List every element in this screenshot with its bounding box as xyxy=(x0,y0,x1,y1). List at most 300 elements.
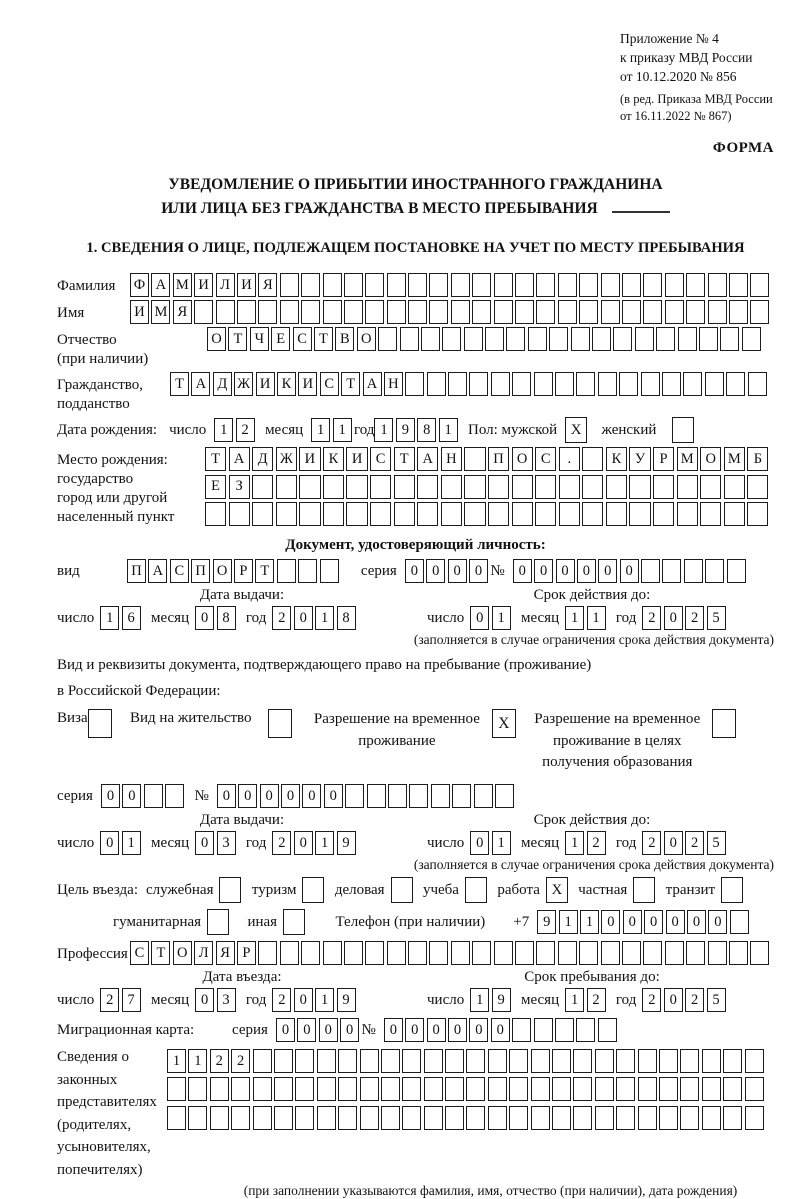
citizenship-field-cell[interactable]: И xyxy=(298,372,317,396)
representatives-line2-cell[interactable] xyxy=(295,1077,314,1101)
representatives-line1-cell[interactable] xyxy=(531,1049,550,1073)
mc-number-field-cell[interactable] xyxy=(576,1018,595,1042)
birth-year-field-cell[interactable]: 8 xyxy=(417,418,436,442)
birth-place-line2-cell[interactable] xyxy=(724,475,745,499)
res-series-field-cell[interactable] xyxy=(144,784,163,808)
representatives-line1-cell[interactable] xyxy=(552,1049,571,1073)
birth-place-line2-cell[interactable] xyxy=(582,475,603,499)
profession-field-cell[interactable] xyxy=(429,941,448,965)
phone-field-cell[interactable]: 1 xyxy=(580,910,599,934)
res-number-field-cell[interactable] xyxy=(431,784,450,808)
patronymic-field-cell[interactable]: В xyxy=(335,327,354,351)
given-name-field-cell[interactable] xyxy=(216,300,235,324)
profession-field-cell[interactable] xyxy=(708,941,727,965)
given-name-field-cell[interactable] xyxy=(323,300,342,324)
birth-place-line1-cell[interactable]: И xyxy=(299,447,320,471)
given-name-field-cell[interactable] xyxy=(258,300,277,324)
surname-field-cell[interactable] xyxy=(429,273,448,297)
birth-place-line1-cell[interactable]: О xyxy=(700,447,721,471)
representatives-line2-cell[interactable] xyxy=(317,1077,336,1101)
representatives-line3-cell[interactable] xyxy=(167,1106,186,1130)
representatives-line1-cell[interactable] xyxy=(360,1049,379,1073)
birth-place-line3-cell[interactable] xyxy=(394,502,415,526)
birth-place-line1-cell[interactable]: С xyxy=(535,447,556,471)
patronymic-field-cell[interactable] xyxy=(464,327,483,351)
given-name-field-cell[interactable] xyxy=(344,300,363,324)
given-name-field-cell[interactable] xyxy=(408,300,427,324)
representatives-line3-cell[interactable] xyxy=(360,1106,379,1130)
representatives-line1-cell[interactable] xyxy=(338,1049,357,1073)
profession-field-cell[interactable]: Р xyxy=(237,941,256,965)
birth-place-line1-cell[interactable] xyxy=(582,447,603,471)
surname-field-cell[interactable] xyxy=(643,273,662,297)
phone-field-cell[interactable]: 0 xyxy=(623,910,642,934)
surname-field-cell[interactable] xyxy=(686,273,705,297)
phone-field-cell[interactable]: 0 xyxy=(687,910,706,934)
surname-field-cell[interactable]: Я xyxy=(258,273,277,297)
profession-field-cell[interactable] xyxy=(494,941,513,965)
representatives-line1-cell[interactable]: 2 xyxy=(210,1049,229,1073)
doc-series-field-cell[interactable]: 0 xyxy=(469,559,488,583)
patronymic-field-cell[interactable] xyxy=(635,327,654,351)
representatives-line1-cell[interactable] xyxy=(445,1049,464,1073)
representatives-line2-cell[interactable] xyxy=(231,1077,250,1101)
birth-place-line1-cell[interactable]: . xyxy=(559,447,580,471)
representatives-line3-cell[interactable] xyxy=(616,1106,635,1130)
birth-place-line3-cell[interactable] xyxy=(488,502,509,526)
profession-field-cell[interactable] xyxy=(579,941,598,965)
given-name-field-cell[interactable] xyxy=(729,300,748,324)
representatives-line1-cell[interactable] xyxy=(509,1049,528,1073)
res-number-field-cell[interactable] xyxy=(452,784,471,808)
representatives-line3-cell[interactable] xyxy=(445,1106,464,1130)
res-issue-month-cell[interactable]: 3 xyxy=(217,831,236,855)
stay-day-cell[interactable]: 1 xyxy=(470,988,489,1012)
res-issue-day-cell[interactable]: 1 xyxy=(122,831,141,855)
identity-valid-year-cell[interactable]: 2 xyxy=(685,606,704,630)
birth-place-line1-cell[interactable]: К xyxy=(323,447,344,471)
birth-place-line1-cell[interactable]: О xyxy=(512,447,533,471)
edu-permit-checkbox-cell[interactable] xyxy=(712,709,736,738)
given-name-field-cell[interactable] xyxy=(601,300,620,324)
given-name-field-cell[interactable] xyxy=(686,300,705,324)
birth-place-line3-cell[interactable] xyxy=(606,502,627,526)
res-issue-day-cell[interactable]: 0 xyxy=(100,831,119,855)
res-number-field-cell[interactable] xyxy=(367,784,386,808)
res-issue-year-cell[interactable]: 1 xyxy=(315,831,334,855)
given-name-field-cell[interactable] xyxy=(451,300,470,324)
res-valid-month-cell[interactable]: 2 xyxy=(587,831,606,855)
birth-place-line1-cell[interactable]: М xyxy=(724,447,745,471)
mc-number-field-cell[interactable] xyxy=(512,1018,531,1042)
birth-place-line1-cell[interactable]: М xyxy=(677,447,698,471)
citizenship-field-cell[interactable] xyxy=(448,372,467,396)
mc-number-field-cell[interactable]: 0 xyxy=(491,1018,510,1042)
doc-kind-field-cell[interactable] xyxy=(320,559,339,583)
birth-place-line2-cell[interactable] xyxy=(441,475,462,499)
doc-number-field-cell[interactable]: 0 xyxy=(598,559,617,583)
representatives-line1-cell[interactable] xyxy=(424,1049,443,1073)
birth-place-line2-cell[interactable] xyxy=(488,475,509,499)
phone-field-cell[interactable]: 9 xyxy=(537,910,556,934)
citizenship-field-cell[interactable] xyxy=(534,372,553,396)
patronymic-field-cell[interactable] xyxy=(720,327,739,351)
representatives-line1-cell[interactable]: 1 xyxy=(167,1049,186,1073)
phone-field-cell[interactable]: 0 xyxy=(708,910,727,934)
birth-place-line3-cell[interactable] xyxy=(724,502,745,526)
given-name-field-cell[interactable] xyxy=(194,300,213,324)
given-name-field-cell[interactable] xyxy=(622,300,641,324)
stay-day-cell[interactable]: 9 xyxy=(492,988,511,1012)
identity-issue-day-cell[interactable]: 6 xyxy=(122,606,141,630)
surname-field-cell[interactable]: И xyxy=(237,273,256,297)
patronymic-field-cell[interactable] xyxy=(421,327,440,351)
citizenship-field-cell[interactable]: К xyxy=(277,372,296,396)
birth-place-line3-cell[interactable] xyxy=(582,502,603,526)
surname-field-cell[interactable] xyxy=(301,273,320,297)
representatives-line3-cell[interactable] xyxy=(253,1106,272,1130)
stay-month-cell[interactable]: 2 xyxy=(587,988,606,1012)
patronymic-field-cell[interactable] xyxy=(549,327,568,351)
humanitarian-checkbox-cell[interactable] xyxy=(207,909,229,935)
res-number-field-cell[interactable] xyxy=(345,784,364,808)
phone-field-cell[interactable]: 0 xyxy=(666,910,685,934)
identity-valid-month-cell[interactable]: 1 xyxy=(587,606,606,630)
given-name-field-cell[interactable]: М xyxy=(151,300,170,324)
representatives-line3-cell[interactable] xyxy=(488,1106,507,1130)
res-valid-day-cell[interactable]: 0 xyxy=(470,831,489,855)
surname-field-cell[interactable] xyxy=(472,273,491,297)
identity-valid-month-cell[interactable]: 1 xyxy=(565,606,584,630)
representatives-line2-cell[interactable] xyxy=(445,1077,464,1101)
representatives-line3-cell[interactable] xyxy=(745,1106,764,1130)
surname-field-cell[interactable]: М xyxy=(173,273,192,297)
birth-place-line2-cell[interactable] xyxy=(323,475,344,499)
res-number-field-cell[interactable] xyxy=(474,784,493,808)
birth-place-line1-cell[interactable]: С xyxy=(370,447,391,471)
stay-year-cell[interactable]: 0 xyxy=(664,988,683,1012)
res-number-field-cell[interactable]: 0 xyxy=(281,784,300,808)
res-valid-month-cell[interactable]: 1 xyxy=(565,831,584,855)
representatives-line2-cell[interactable] xyxy=(573,1077,592,1101)
identity-issue-year-cell[interactable]: 8 xyxy=(337,606,356,630)
res-issue-year-cell[interactable]: 2 xyxy=(272,831,291,855)
representatives-line2-cell[interactable] xyxy=(702,1077,721,1101)
representatives-line2-cell[interactable] xyxy=(381,1077,400,1101)
res-valid-year-cell[interactable]: 0 xyxy=(664,831,683,855)
birth-place-line1-cell[interactable]: Ж xyxy=(276,447,297,471)
birth-place-line2-cell[interactable] xyxy=(252,475,273,499)
given-name-field-cell[interactable] xyxy=(579,300,598,324)
profession-field-cell[interactable] xyxy=(622,941,641,965)
surname-field-cell[interactable] xyxy=(665,273,684,297)
representatives-line1-cell[interactable] xyxy=(659,1049,678,1073)
representatives-line1-cell[interactable] xyxy=(274,1049,293,1073)
birth-day-field-cell[interactable]: 2 xyxy=(236,418,255,442)
representatives-line1-cell[interactable] xyxy=(253,1049,272,1073)
surname-field-cell[interactable] xyxy=(408,273,427,297)
representatives-line2-cell[interactable] xyxy=(424,1077,443,1101)
mc-number-field-cell[interactable]: 0 xyxy=(427,1018,446,1042)
patronymic-field-cell[interactable]: Т xyxy=(314,327,333,351)
representatives-line3-cell[interactable] xyxy=(381,1106,400,1130)
birth-place-line2-cell[interactable] xyxy=(606,475,627,499)
representatives-line3-cell[interactable] xyxy=(531,1106,550,1130)
representatives-line1-cell[interactable] xyxy=(466,1049,485,1073)
mc-number-field-cell[interactable] xyxy=(555,1018,574,1042)
birth-place-line1-cell[interactable] xyxy=(464,447,485,471)
birth-place-line1-cell[interactable]: И xyxy=(346,447,367,471)
patronymic-field-cell[interactable] xyxy=(485,327,504,351)
citizenship-field-cell[interactable]: Н xyxy=(384,372,403,396)
birth-place-line3-cell[interactable] xyxy=(535,502,556,526)
given-name-field-cell[interactable] xyxy=(472,300,491,324)
doc-kind-field-cell[interactable] xyxy=(277,559,296,583)
given-name-field-cell[interactable] xyxy=(665,300,684,324)
representatives-line3-cell[interactable] xyxy=(210,1106,229,1130)
birth-place-line2-cell[interactable] xyxy=(700,475,721,499)
female-checkbox-cell[interactable] xyxy=(672,417,694,443)
profession-field-cell[interactable] xyxy=(643,941,662,965)
representatives-line2-cell[interactable] xyxy=(188,1077,207,1101)
res-number-field-cell[interactable] xyxy=(495,784,514,808)
representatives-line3-cell[interactable] xyxy=(402,1106,421,1130)
entry-month-cell[interactable]: 0 xyxy=(195,988,214,1012)
given-name-field-cell[interactable]: Я xyxy=(173,300,192,324)
representatives-line2-cell[interactable] xyxy=(509,1077,528,1101)
profession-field-cell[interactable] xyxy=(601,941,620,965)
mc-series-field-cell[interactable]: 0 xyxy=(319,1018,338,1042)
patronymic-field-cell[interactable]: О xyxy=(207,327,226,351)
birth-place-line3-cell[interactable] xyxy=(559,502,580,526)
patronymic-field-cell[interactable] xyxy=(656,327,675,351)
birth-place-line1-cell[interactable]: П xyxy=(488,447,509,471)
mc-number-field-cell[interactable]: 0 xyxy=(448,1018,467,1042)
doc-number-field-cell[interactable] xyxy=(705,559,724,583)
given-name-field-cell[interactable] xyxy=(494,300,513,324)
mc-series-field-cell[interactable]: 0 xyxy=(340,1018,359,1042)
entry-year-cell[interactable]: 9 xyxy=(337,988,356,1012)
representatives-line3-cell[interactable] xyxy=(188,1106,207,1130)
business-checkbox-cell[interactable] xyxy=(391,877,413,903)
profession-field-cell[interactable]: Т xyxy=(151,941,170,965)
birth-place-line3-cell[interactable] xyxy=(512,502,533,526)
representatives-line1-cell[interactable] xyxy=(595,1049,614,1073)
mc-series-field-cell[interactable]: 0 xyxy=(276,1018,295,1042)
representatives-line3-cell[interactable] xyxy=(552,1106,571,1130)
birth-place-line2-cell[interactable] xyxy=(276,475,297,499)
birth-place-line2-cell[interactable]: З xyxy=(229,475,250,499)
citizenship-field-cell[interactable]: Ж xyxy=(234,372,253,396)
patronymic-field-cell[interactable] xyxy=(506,327,525,351)
surname-field-cell[interactable] xyxy=(365,273,384,297)
citizenship-field-cell[interactable] xyxy=(512,372,531,396)
mc-number-field-cell[interactable]: 0 xyxy=(384,1018,403,1042)
representatives-line1-cell[interactable] xyxy=(573,1049,592,1073)
identity-issue-year-cell[interactable]: 0 xyxy=(294,606,313,630)
birth-place-line3-cell[interactable] xyxy=(323,502,344,526)
doc-series-field-cell[interactable]: 0 xyxy=(448,559,467,583)
entry-month-cell[interactable]: 3 xyxy=(217,988,236,1012)
representatives-line2-cell[interactable] xyxy=(723,1077,742,1101)
representatives-line1-cell[interactable] xyxy=(317,1049,336,1073)
citizenship-field-cell[interactable] xyxy=(705,372,724,396)
representatives-line1-cell[interactable] xyxy=(702,1049,721,1073)
representatives-line1-cell[interactable]: 2 xyxy=(231,1049,250,1073)
profession-field-cell[interactable] xyxy=(558,941,577,965)
representatives-line2-cell[interactable] xyxy=(274,1077,293,1101)
res-number-field-cell[interactable]: 0 xyxy=(324,784,343,808)
birth-month-field-cell[interactable]: 1 xyxy=(333,418,352,442)
official-checkbox-cell[interactable] xyxy=(219,877,241,903)
representatives-line1-cell[interactable] xyxy=(295,1049,314,1073)
mc-number-field-cell[interactable]: 0 xyxy=(469,1018,488,1042)
temp-permit-checkbox-cell[interactable]: X xyxy=(492,709,516,738)
doc-series-field-cell[interactable]: 0 xyxy=(426,559,445,583)
res-issue-year-cell[interactable]: 0 xyxy=(294,831,313,855)
citizenship-field-cell[interactable] xyxy=(748,372,767,396)
birth-place-line2-cell[interactable] xyxy=(653,475,674,499)
birth-place-line3-cell[interactable] xyxy=(346,502,367,526)
given-name-field-cell[interactable] xyxy=(429,300,448,324)
res-number-field-cell[interactable]: 0 xyxy=(260,784,279,808)
representatives-line3-cell[interactable] xyxy=(466,1106,485,1130)
birth-place-line3-cell[interactable] xyxy=(417,502,438,526)
given-name-field-cell[interactable] xyxy=(708,300,727,324)
identity-valid-day-cell[interactable]: 0 xyxy=(470,606,489,630)
representatives-line2-cell[interactable] xyxy=(595,1077,614,1101)
birth-place-line2-cell[interactable] xyxy=(370,475,391,499)
doc-kind-field-cell[interactable]: Т xyxy=(255,559,274,583)
profession-field-cell[interactable] xyxy=(686,941,705,965)
doc-kind-field-cell[interactable] xyxy=(298,559,317,583)
representatives-line2-cell[interactable] xyxy=(360,1077,379,1101)
representatives-line3-cell[interactable] xyxy=(638,1106,657,1130)
patronymic-field-cell[interactable] xyxy=(571,327,590,351)
citizenship-field-cell[interactable] xyxy=(641,372,660,396)
given-name-field-cell[interactable] xyxy=(280,300,299,324)
profession-field-cell[interactable] xyxy=(301,941,320,965)
study-checkbox-cell[interactable] xyxy=(465,877,487,903)
representatives-line2-cell[interactable] xyxy=(338,1077,357,1101)
representatives-line3-cell[interactable] xyxy=(595,1106,614,1130)
surname-field-cell[interactable] xyxy=(750,273,769,297)
doc-number-field-cell[interactable]: 0 xyxy=(620,559,639,583)
profession-field-cell[interactable]: Я xyxy=(216,941,235,965)
work-checkbox-cell[interactable]: X xyxy=(546,877,568,903)
birth-place-line2-cell[interactable] xyxy=(417,475,438,499)
representatives-line2-cell[interactable] xyxy=(466,1077,485,1101)
surname-field-cell[interactable]: Л xyxy=(216,273,235,297)
representatives-line3-cell[interactable] xyxy=(338,1106,357,1130)
surname-field-cell[interactable] xyxy=(708,273,727,297)
birth-year-field-cell[interactable]: 9 xyxy=(396,418,415,442)
entry-year-cell[interactable]: 0 xyxy=(294,988,313,1012)
phone-field-cell[interactable]: 0 xyxy=(644,910,663,934)
citizenship-field-cell[interactable]: Т xyxy=(341,372,360,396)
res-number-field-cell[interactable]: 0 xyxy=(238,784,257,808)
citizenship-field-cell[interactable] xyxy=(726,372,745,396)
citizenship-field-cell[interactable] xyxy=(555,372,574,396)
given-name-field-cell[interactable] xyxy=(558,300,577,324)
identity-issue-day-cell[interactable]: 1 xyxy=(100,606,119,630)
representatives-line2-cell[interactable] xyxy=(167,1077,186,1101)
res-number-field-cell[interactable] xyxy=(388,784,407,808)
patronymic-field-cell[interactable] xyxy=(613,327,632,351)
identity-issue-year-cell[interactable]: 2 xyxy=(272,606,291,630)
citizenship-field-cell[interactable]: А xyxy=(363,372,382,396)
birth-place-line2-cell[interactable]: Е xyxy=(205,475,226,499)
representatives-line1-cell[interactable] xyxy=(680,1049,699,1073)
visa-checkbox-cell[interactable] xyxy=(88,709,112,738)
doc-number-field-cell[interactable] xyxy=(662,559,681,583)
surname-field-cell[interactable] xyxy=(579,273,598,297)
birth-place-line3-cell[interactable] xyxy=(370,502,391,526)
representatives-line2-cell[interactable] xyxy=(531,1077,550,1101)
male-checkbox-cell[interactable]: X xyxy=(565,417,587,443)
birth-place-line2-cell[interactable] xyxy=(677,475,698,499)
birth-place-line1-cell[interactable]: Д xyxy=(252,447,273,471)
birth-place-line3-cell[interactable] xyxy=(441,502,462,526)
stay-year-cell[interactable]: 2 xyxy=(642,988,661,1012)
birth-place-line3-cell[interactable] xyxy=(653,502,674,526)
res-number-field-cell[interactable] xyxy=(409,784,428,808)
surname-field-cell[interactable] xyxy=(280,273,299,297)
patronymic-field-cell[interactable] xyxy=(400,327,419,351)
identity-issue-month-cell[interactable]: 8 xyxy=(217,606,236,630)
private-checkbox-cell[interactable] xyxy=(633,877,655,903)
surname-field-cell[interactable] xyxy=(515,273,534,297)
birth-place-line3-cell[interactable] xyxy=(205,502,226,526)
citizenship-field-cell[interactable] xyxy=(576,372,595,396)
birth-place-line1-cell[interactable]: Т xyxy=(205,447,226,471)
birth-place-line3-cell[interactable] xyxy=(252,502,273,526)
profession-field-cell[interactable] xyxy=(515,941,534,965)
birth-place-line2-cell[interactable] xyxy=(535,475,556,499)
res-number-field-cell[interactable]: 0 xyxy=(217,784,236,808)
surname-field-cell[interactable]: А xyxy=(151,273,170,297)
doc-number-field-cell[interactable]: 0 xyxy=(534,559,553,583)
representatives-line3-cell[interactable] xyxy=(573,1106,592,1130)
patronymic-field-cell[interactable] xyxy=(442,327,461,351)
doc-kind-field-cell[interactable]: А xyxy=(148,559,167,583)
profession-field-cell[interactable] xyxy=(323,941,342,965)
birth-place-line2-cell[interactable] xyxy=(747,475,768,499)
profession-field-cell[interactable] xyxy=(365,941,384,965)
profession-field-cell[interactable]: О xyxy=(173,941,192,965)
representatives-line3-cell[interactable] xyxy=(702,1106,721,1130)
res-valid-year-cell[interactable]: 5 xyxy=(707,831,726,855)
surname-field-cell[interactable] xyxy=(536,273,555,297)
patronymic-field-cell[interactable] xyxy=(378,327,397,351)
identity-valid-year-cell[interactable]: 0 xyxy=(664,606,683,630)
citizenship-field-cell[interactable]: А xyxy=(191,372,210,396)
patronymic-field-cell[interactable] xyxy=(592,327,611,351)
profession-field-cell[interactable] xyxy=(280,941,299,965)
doc-number-field-cell[interactable]: 0 xyxy=(577,559,596,583)
surname-field-cell[interactable] xyxy=(387,273,406,297)
birth-place-line3-cell[interactable] xyxy=(276,502,297,526)
representatives-line3-cell[interactable] xyxy=(680,1106,699,1130)
mc-number-field-cell[interactable]: 0 xyxy=(405,1018,424,1042)
patronymic-field-cell[interactable]: Е xyxy=(271,327,290,351)
res-valid-year-cell[interactable]: 2 xyxy=(685,831,704,855)
doc-kind-field-cell[interactable]: С xyxy=(170,559,189,583)
surname-field-cell[interactable] xyxy=(344,273,363,297)
patronymic-field-cell[interactable]: Т xyxy=(228,327,247,351)
res-series-field-cell[interactable]: 0 xyxy=(122,784,141,808)
patronymic-field-cell[interactable] xyxy=(678,327,697,351)
